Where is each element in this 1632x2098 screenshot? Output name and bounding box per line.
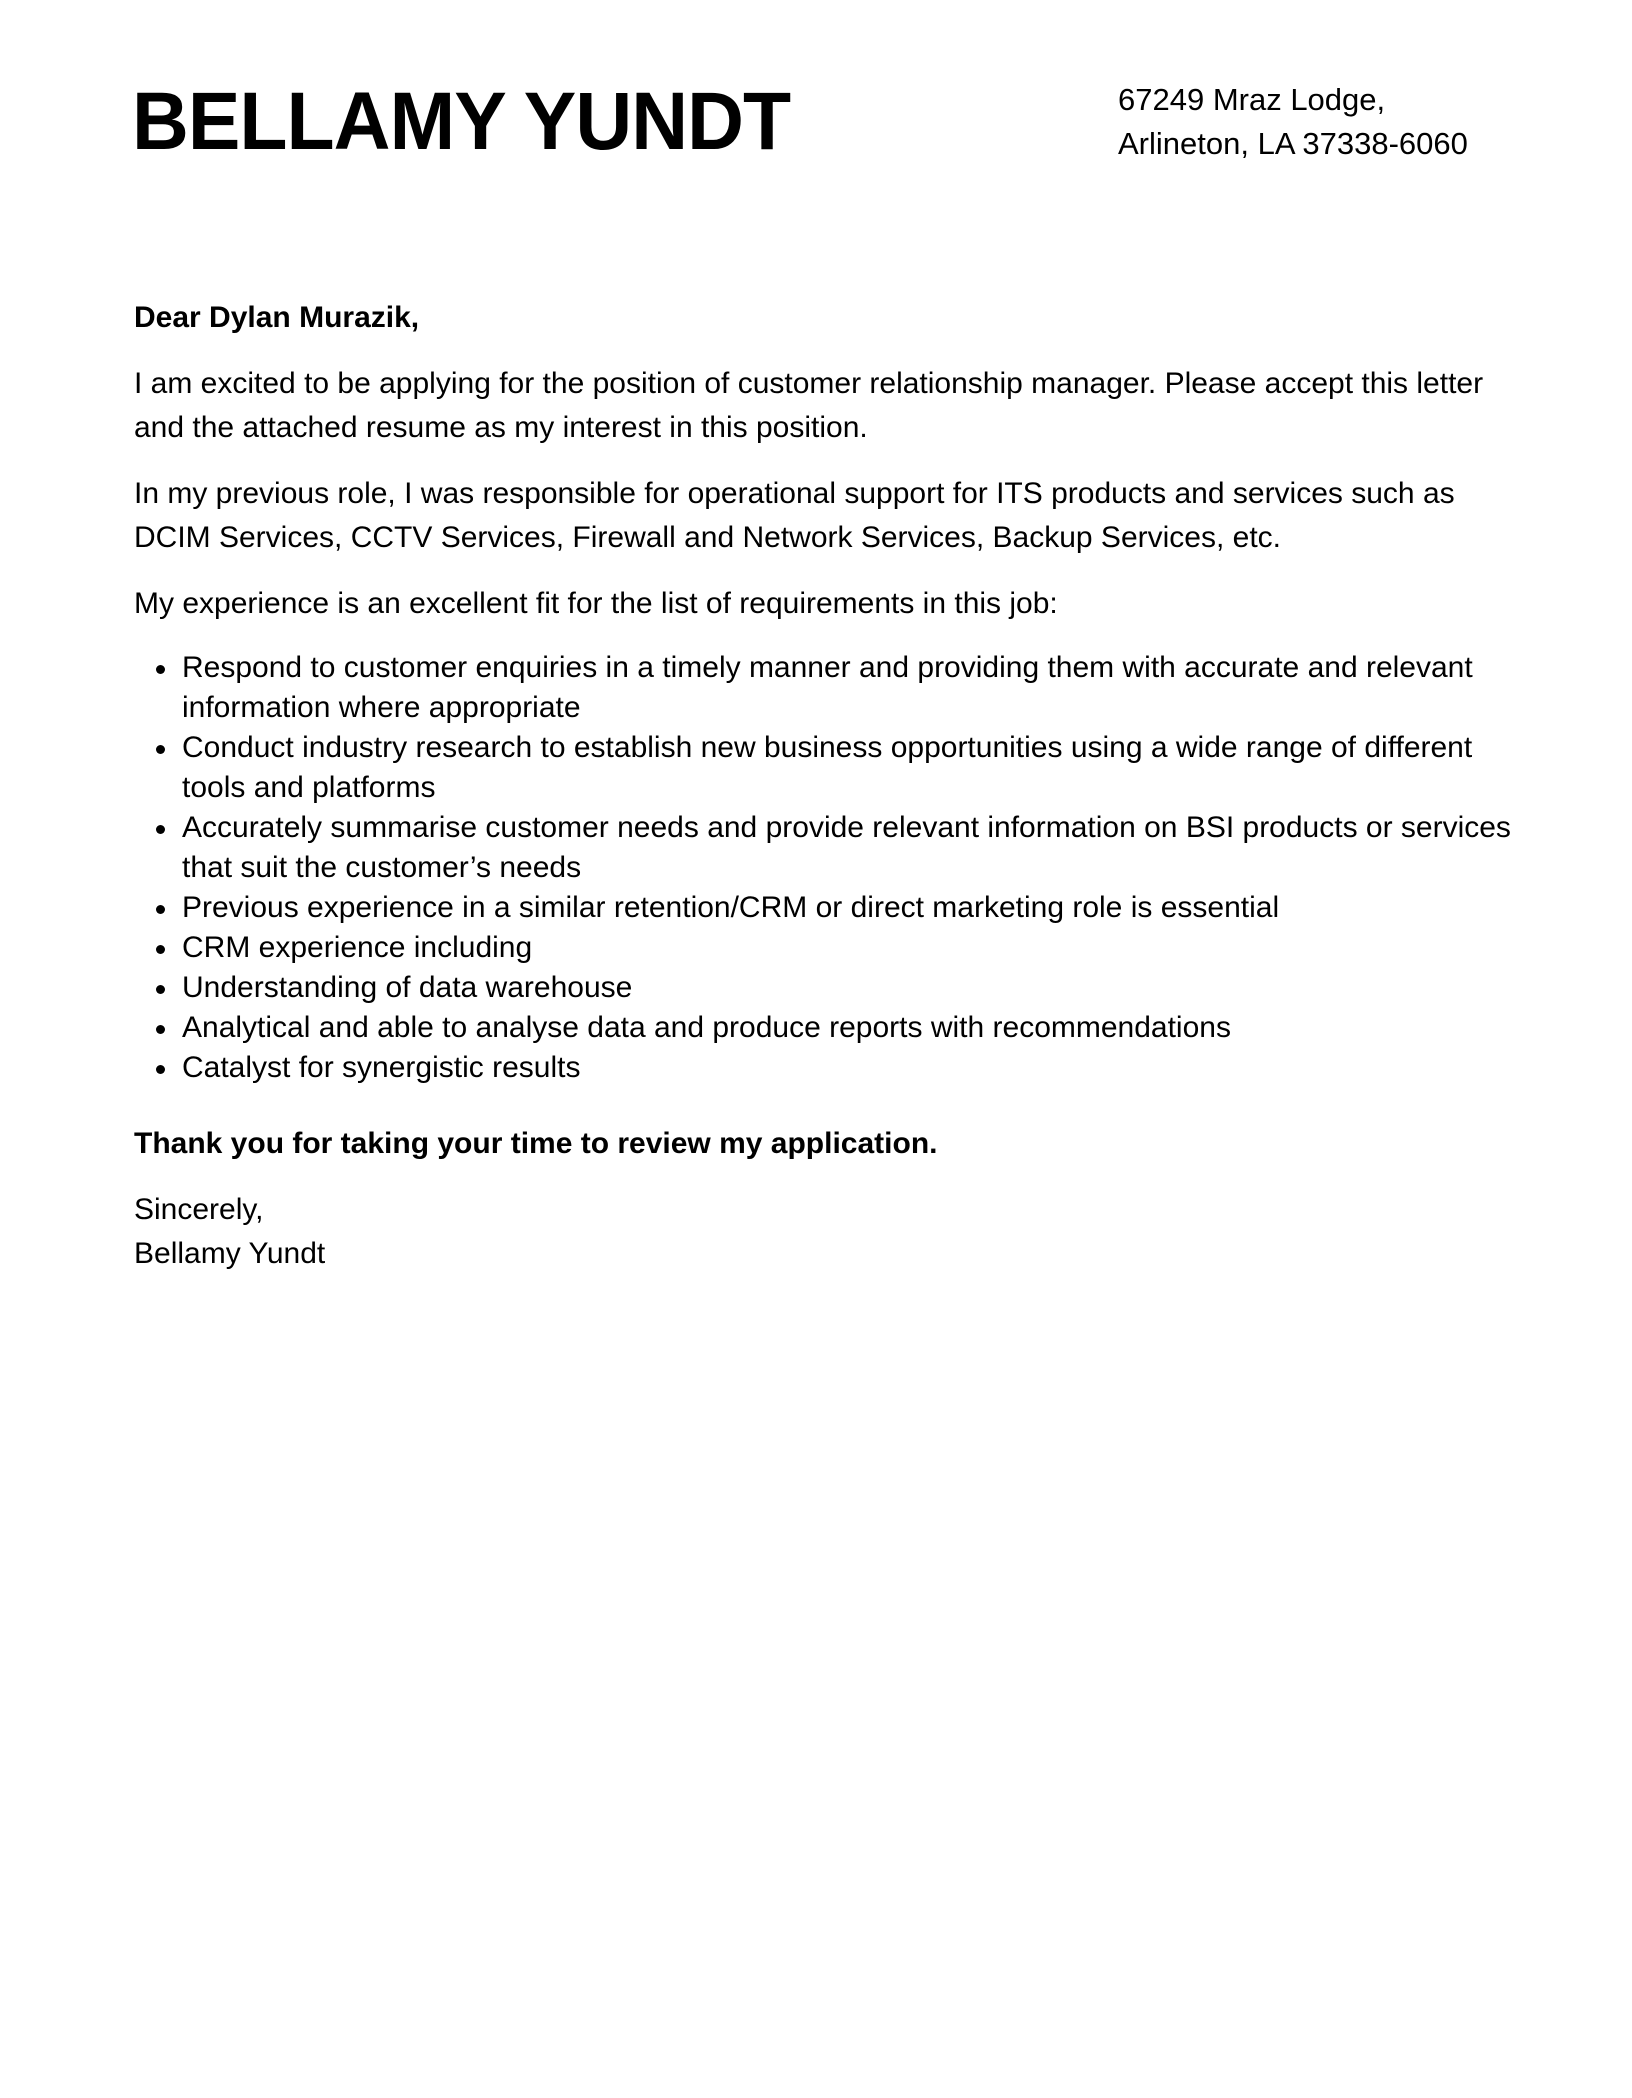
address-line-2: Arlineton, LA 37338-6060 — [1118, 126, 1468, 161]
address-line-1: 67249 Mraz Lodge, — [1118, 82, 1386, 117]
letter-body — [134, 296, 1514, 1276]
bullet-icon — [156, 665, 165, 674]
bullet-icon — [156, 825, 165, 834]
requirements-list — [134, 648, 1514, 1088]
signoff-block — [134, 1188, 1514, 1276]
applicant-address — [1118, 78, 1468, 166]
bullet-icon — [156, 985, 165, 994]
signoff-text: Sincerely, — [134, 1193, 264, 1226]
list-item-text: Accurately summarise customer needs and provide relevant information on BSI products or services that suit the customer’s needs — [182, 811, 1511, 884]
list-item-text: CRM experience including — [182, 931, 533, 964]
bullet-icon — [156, 945, 165, 954]
list-item-text: Understanding of data warehouse — [182, 971, 633, 1004]
bullet-icon — [156, 745, 165, 754]
salutation: Dear Dylan Murazik, — [134, 301, 420, 334]
list-item — [134, 808, 1514, 888]
bullet-icon — [156, 1025, 165, 1034]
list-item — [134, 1048, 1514, 1088]
closing-statement: Thank you for taking your time to review my application. — [134, 1127, 938, 1160]
list-item — [134, 968, 1514, 1008]
list-item — [134, 928, 1514, 968]
experience-paragraph: In my previous role, I was responsible for operational support for ITS products and services such as DCIM Services, CCTV Services, Firewall and Network Services, Backup Services, etc. — [134, 477, 1455, 554]
list-item — [134, 648, 1514, 728]
list-item-text: Analytical and able to analyse data and produce reports with recommendations — [182, 1011, 1231, 1044]
list-item — [134, 728, 1514, 808]
list-item-text: Catalyst for synergistic results — [182, 1051, 581, 1084]
requirements-intro: My experience is an excellent fit for the list of requirements in this job: — [134, 587, 1058, 620]
bullet-icon — [156, 905, 165, 914]
intro-paragraph: I am excited to be applying for the position of customer relationship manager. Please accept this letter and the attached resume as my interest in this position. — [134, 367, 1484, 444]
list-item-text: Conduct industry research to establish new business opportunities using a wide range of different tools and platforms — [182, 731, 1473, 804]
applicant-name-heading: BELLAMY YUNDT — [132, 76, 791, 167]
list-item-text: Respond to customer enquiries in a timely manner and providing them with accurate and relevant information where appropriate — [182, 651, 1473, 724]
list-item — [134, 888, 1514, 928]
bullet-icon — [156, 1065, 165, 1074]
list-item-text: Previous experience in a similar retention/CRM or direct marketing role is essential — [182, 891, 1280, 924]
list-item — [134, 1008, 1514, 1048]
signature-name: Bellamy Yundt — [134, 1237, 326, 1270]
